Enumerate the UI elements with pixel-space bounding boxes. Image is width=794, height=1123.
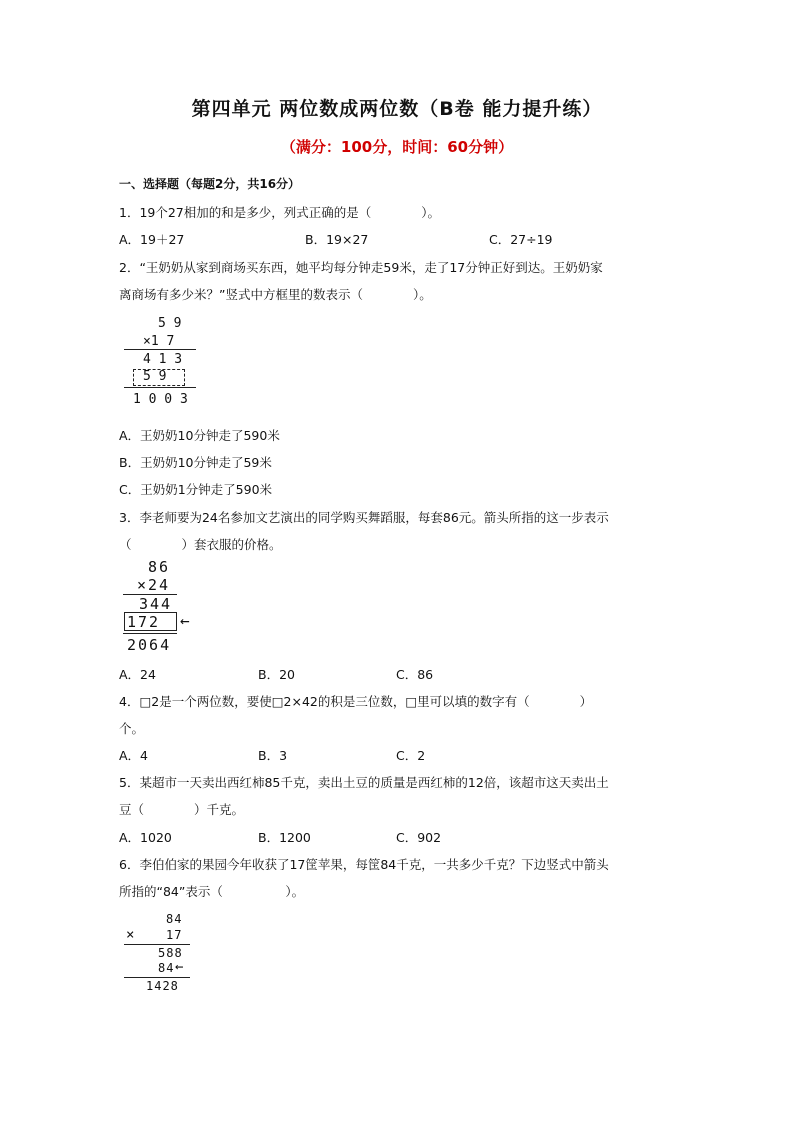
q4-option-b[interactable]: B．3	[258, 748, 288, 763]
q4-option-c[interactable]: C．2	[396, 748, 426, 763]
q5-option-a[interactable]: A．1020	[119, 830, 172, 845]
page-subtitle: （满分：100分，时间：60分钟）	[280, 138, 514, 156]
q3-calc-product: 2064	[127, 636, 172, 654]
question-2-line2: 离商场有多少米？”竖式中方框里的数表示（ ）。	[119, 287, 432, 302]
q5-option-b[interactable]: B．1200	[258, 830, 311, 845]
q2-calc-line-2	[124, 387, 196, 388]
q2-calc-product: 1 0 0 3	[133, 392, 188, 407]
q6-calc-multiplicand: 84	[166, 912, 183, 926]
q6-calc-product: 1428	[146, 979, 179, 993]
q5-option-c[interactable]: C．902	[396, 830, 442, 845]
q3-calc-partial-2: 172	[127, 613, 161, 631]
q1-option-c[interactable]: C．27÷19	[489, 232, 553, 247]
q6-calc-partial-2: 84	[158, 961, 175, 975]
q2-option-a[interactable]: A．王奶奶10分钟走了590米	[119, 428, 280, 443]
q3-arrow-icon: ←	[180, 611, 190, 630]
question-4-line2: 个。	[119, 721, 145, 736]
q2-calc-partial-1: 4 1 3	[143, 352, 183, 367]
page-title: 第四单元 两位数成两位数（B卷 能力提升练）	[191, 98, 603, 120]
q2-option-c[interactable]: C．王奶奶1分钟走了590米	[119, 482, 273, 497]
q1-option-a[interactable]: A．19＋27	[119, 232, 185, 247]
q3-calc-multiplier: ×24	[137, 576, 171, 594]
q2-calc-multiplier: ×1 7	[143, 334, 175, 349]
question-3-line1: 3．李老师要为24名参加文艺演出的同学购买舞蹈服，每套86元。箭头所指的这一步表示	[119, 510, 609, 525]
q2-calc-partial-2: 5 9	[143, 369, 167, 384]
q6-calc-line-1	[124, 944, 190, 945]
q6-calc-partial-1: 588	[158, 946, 183, 960]
q3-option-b[interactable]: B．20	[258, 667, 295, 682]
question-1-text: 1．19个27相加的和是多少，列式正确的是（ ）。	[119, 205, 441, 220]
q2-calc-multiplicand: 5 9	[158, 316, 182, 331]
q3-calc-partial-1: 344	[139, 595, 173, 613]
section-heading: 一、选择题（每题2分，共16分）	[119, 177, 301, 191]
question-3-line2: （ ）套衣服的价格。	[119, 537, 282, 552]
question-6-line1: 6．李伯伯家的果园今年收获了17筐苹果，每筐84千克，一共多少千克？下边竖式中箭头	[119, 857, 609, 872]
question-5-line2: 豆（ ）千克。	[119, 802, 245, 817]
q2-calc-line-1	[124, 349, 196, 350]
question-6-line2: 所指的“84”表示（ ）。	[119, 884, 305, 899]
q3-option-a[interactable]: A．24	[119, 667, 156, 682]
q2-option-b[interactable]: B．王奶奶10分钟走了59米	[119, 455, 272, 470]
q3-option-c[interactable]: C．86	[396, 667, 434, 682]
question-5-line1: 5．某超市一天卖出西红柿85千克，卖出土豆的质量是西红柿的12倍，该超市这天卖出土	[119, 775, 609, 790]
q3-calc-multiplicand: 86	[148, 558, 171, 576]
q6-calc-line-2	[124, 977, 190, 978]
question-4-line1: 4．□2是一个两位数，要使□2×42的积是三位数，□里可以填的数字有（ ）	[119, 694, 593, 709]
q1-option-b[interactable]: B．19×27	[305, 232, 369, 247]
q4-option-a[interactable]: A．4	[119, 748, 149, 763]
q6-calc-times-sign: ×	[126, 927, 135, 943]
q6-arrow-icon: ←	[175, 959, 184, 975]
q3-calc-line-2	[123, 633, 177, 634]
q6-calc-multiplier: 17	[166, 928, 183, 942]
question-2-line1: 2．“王奶奶从家到商场买东西，她平均每分钟走59米，走了17分钟正好到达。王奶奶家	[119, 260, 603, 275]
